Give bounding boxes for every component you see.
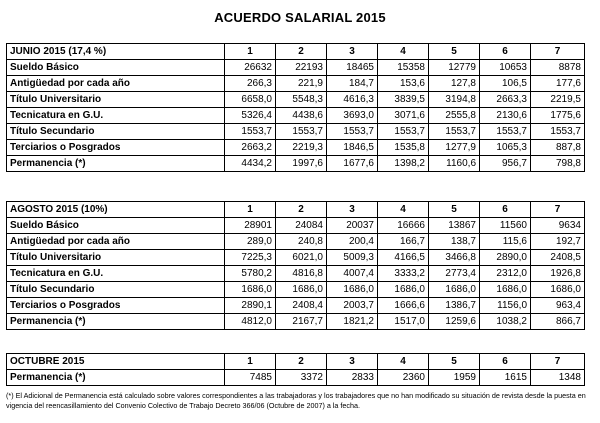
table-cell: 1553,7 [480, 124, 531, 140]
table-cell: 24084 [276, 218, 327, 234]
column-header: 2 [276, 44, 327, 60]
table-cell: 3333,2 [378, 266, 429, 282]
table-cell: 2003,7 [327, 298, 378, 314]
table-cell: 7485 [225, 370, 276, 386]
table-cell: 1553,7 [531, 124, 585, 140]
table-cell: 1553,7 [378, 124, 429, 140]
column-header: 1 [225, 202, 276, 218]
table-cell: 13867 [429, 218, 480, 234]
table-cell: 1160,6 [429, 156, 480, 172]
table-cell: 192,7 [531, 234, 585, 250]
table-cell: 1997,6 [276, 156, 327, 172]
table-row [7, 266, 585, 282]
table-cell: 12779 [429, 60, 480, 76]
table-cell: 1398,2 [378, 156, 429, 172]
table-cell: 4434,2 [225, 156, 276, 172]
row-label: Antigüedad por cada año [7, 76, 225, 92]
table-cell: 6658,0 [225, 92, 276, 108]
table-cell: 1686,0 [327, 282, 378, 298]
table-row [7, 298, 585, 314]
table-row [7, 92, 585, 108]
column-header: 6 [480, 202, 531, 218]
table-cell: 2890,0 [480, 250, 531, 266]
table-cell: 200,4 [327, 234, 378, 250]
table-header-row [7, 202, 585, 218]
table-cell: 106,5 [480, 76, 531, 92]
section-header: JUNIO 2015 (17,4 %) [7, 44, 225, 60]
row-label: Título Secundario [7, 124, 225, 140]
table-cell: 15358 [378, 60, 429, 76]
row-label: Sueldo Básico [7, 60, 225, 76]
table-row [7, 370, 585, 386]
table-cell: 184,7 [327, 76, 378, 92]
junio-salary-table [6, 43, 585, 172]
table-row [7, 234, 585, 250]
table-cell: 266,3 [225, 76, 276, 92]
table-cell: 28901 [225, 218, 276, 234]
column-header: 5 [429, 44, 480, 60]
table-row [7, 218, 585, 234]
table-cell: 3071,6 [378, 108, 429, 124]
section-header: AGOSTO 2015 (10%) [7, 202, 225, 218]
table-cell: 1686,0 [276, 282, 327, 298]
table-cell: 177,6 [531, 76, 585, 92]
row-label: Tecnicatura en G.U. [7, 266, 225, 282]
row-label: Sueldo Básico [7, 218, 225, 234]
column-header: 7 [531, 202, 585, 218]
table-row [7, 140, 585, 156]
table-cell: 3693,0 [327, 108, 378, 124]
table-cell: 1615 [480, 370, 531, 386]
column-header: 4 [378, 44, 429, 60]
row-label: Tecnicatura en G.U. [7, 108, 225, 124]
table-row [7, 282, 585, 298]
table-cell: 2890,1 [225, 298, 276, 314]
row-label: Terciarios o Posgrados [7, 298, 225, 314]
agosto-salary-table [6, 201, 585, 330]
table-cell: 5780,2 [225, 266, 276, 282]
table-cell: 798,8 [531, 156, 585, 172]
table-cell: 1677,6 [327, 156, 378, 172]
column-header: 5 [429, 202, 480, 218]
table-cell: 1386,7 [429, 298, 480, 314]
table-cell: 18465 [327, 60, 378, 76]
table-cell: 1821,2 [327, 314, 378, 330]
table-cell: 3372 [276, 370, 327, 386]
table-cell: 6021,0 [276, 250, 327, 266]
table-row [7, 108, 585, 124]
table-cell: 1517,0 [378, 314, 429, 330]
column-header: 3 [327, 44, 378, 60]
table-cell: 1775,6 [531, 108, 585, 124]
table-row [7, 250, 585, 266]
column-header: 4 [378, 202, 429, 218]
column-header: 1 [225, 354, 276, 370]
table-cell: 1156,0 [480, 298, 531, 314]
footnote: (*) El Adicional de Permanencia está calculado sobre valores correspondientes a las trabajadoras y los trabajadores que no han modificado su situación de revista desde la puesta en vigencia del reencasillamiento del Convenio Colectivo de Trabajo Decreto 366/06 (Octubre de 2007) a la fecha. [6, 391, 586, 410]
table-cell: 9634 [531, 218, 585, 234]
column-header: 1 [225, 44, 276, 60]
table-cell: 3194,8 [429, 92, 480, 108]
table-cell: 5009,3 [327, 250, 378, 266]
table-cell: 963,4 [531, 298, 585, 314]
table-cell: 1553,7 [429, 124, 480, 140]
table-cell: 1846,5 [327, 140, 378, 156]
table-cell: 2219,5 [531, 92, 585, 108]
table-cell: 26632 [225, 60, 276, 76]
table-cell: 240,8 [276, 234, 327, 250]
table-cell: 1038,2 [480, 314, 531, 330]
table-cell: 956,7 [480, 156, 531, 172]
table-cell: 2130,6 [480, 108, 531, 124]
row-label: Permanencia (*) [7, 314, 225, 330]
row-label: Permanencia (*) [7, 370, 225, 386]
table-row [7, 314, 585, 330]
table-cell: 221,9 [276, 76, 327, 92]
table-cell: 16666 [378, 218, 429, 234]
row-label: Permanencia (*) [7, 156, 225, 172]
table-cell: 1666,6 [378, 298, 429, 314]
table-cell: 4007,4 [327, 266, 378, 282]
table-cell: 2663,3 [480, 92, 531, 108]
table-cell: 2312,0 [480, 266, 531, 282]
table-cell: 138,7 [429, 234, 480, 250]
row-label: Título Secundario [7, 282, 225, 298]
table-cell: 3839,5 [378, 92, 429, 108]
column-header: 7 [531, 44, 585, 60]
table-cell: 10653 [480, 60, 531, 76]
column-header: 7 [531, 354, 585, 370]
table-cell: 5326,4 [225, 108, 276, 124]
table-cell: 1686,0 [378, 282, 429, 298]
table-cell: 4438,6 [276, 108, 327, 124]
table-row [7, 76, 585, 92]
column-header: 2 [276, 202, 327, 218]
table-cell: 1259,6 [429, 314, 480, 330]
column-header: 4 [378, 354, 429, 370]
table-cell: 20037 [327, 218, 378, 234]
row-label: Antigüedad por cada año [7, 234, 225, 250]
column-header: 2 [276, 354, 327, 370]
table-cell: 2663,2 [225, 140, 276, 156]
table-cell: 4816,8 [276, 266, 327, 282]
table-cell: 289,0 [225, 234, 276, 250]
table-cell: 22193 [276, 60, 327, 76]
table-cell: 887,8 [531, 140, 585, 156]
table-cell: 1535,8 [378, 140, 429, 156]
table-cell: 1926,8 [531, 266, 585, 282]
table-cell: 1277,9 [429, 140, 480, 156]
table-cell: 166,7 [378, 234, 429, 250]
table-cell: 2833 [327, 370, 378, 386]
table-cell: 115,6 [480, 234, 531, 250]
table-cell: 153,6 [378, 76, 429, 92]
table-row [7, 124, 585, 140]
table-header-row [7, 44, 585, 60]
table-cell: 7225,3 [225, 250, 276, 266]
column-header: 3 [327, 202, 378, 218]
table-cell: 1065,3 [480, 140, 531, 156]
table-row [7, 156, 585, 172]
column-header: 5 [429, 354, 480, 370]
table-cell: 2555,8 [429, 108, 480, 124]
column-header: 3 [327, 354, 378, 370]
column-header: 6 [480, 44, 531, 60]
table-cell: 2360 [378, 370, 429, 386]
table-cell: 1553,7 [327, 124, 378, 140]
table-cell: 1686,0 [225, 282, 276, 298]
table-cell: 11560 [480, 218, 531, 234]
table-cell: 127,8 [429, 76, 480, 92]
table-cell: 2408,5 [531, 250, 585, 266]
table-cell: 8878 [531, 60, 585, 76]
column-header: 6 [480, 354, 531, 370]
table-cell: 3466,8 [429, 250, 480, 266]
table-cell: 1959 [429, 370, 480, 386]
table-cell: 1686,0 [480, 282, 531, 298]
table-cell: 2773,4 [429, 266, 480, 282]
table-header-row [7, 354, 585, 370]
row-label: Terciarios o Posgrados [7, 140, 225, 156]
table-cell: 4166,5 [378, 250, 429, 266]
table-cell: 1686,0 [429, 282, 480, 298]
table-cell: 1686,0 [531, 282, 585, 298]
table-row [7, 60, 585, 76]
table-cell: 1553,7 [276, 124, 327, 140]
table-cell: 4616,3 [327, 92, 378, 108]
row-label: Título Universitario [7, 92, 225, 108]
table-cell: 4812,0 [225, 314, 276, 330]
table-cell: 5548,3 [276, 92, 327, 108]
section-header: OCTUBRE 2015 [7, 354, 225, 370]
table-cell: 866,7 [531, 314, 585, 330]
table-cell: 1553,7 [225, 124, 276, 140]
table-cell: 2219,3 [276, 140, 327, 156]
document-title: ACUERDO SALARIAL 2015 [214, 10, 386, 25]
table-cell: 1348 [531, 370, 585, 386]
octubre-salary-table [6, 353, 585, 386]
table-cell: 2408,4 [276, 298, 327, 314]
table-cell: 2167,7 [276, 314, 327, 330]
row-label: Título Universitario [7, 250, 225, 266]
